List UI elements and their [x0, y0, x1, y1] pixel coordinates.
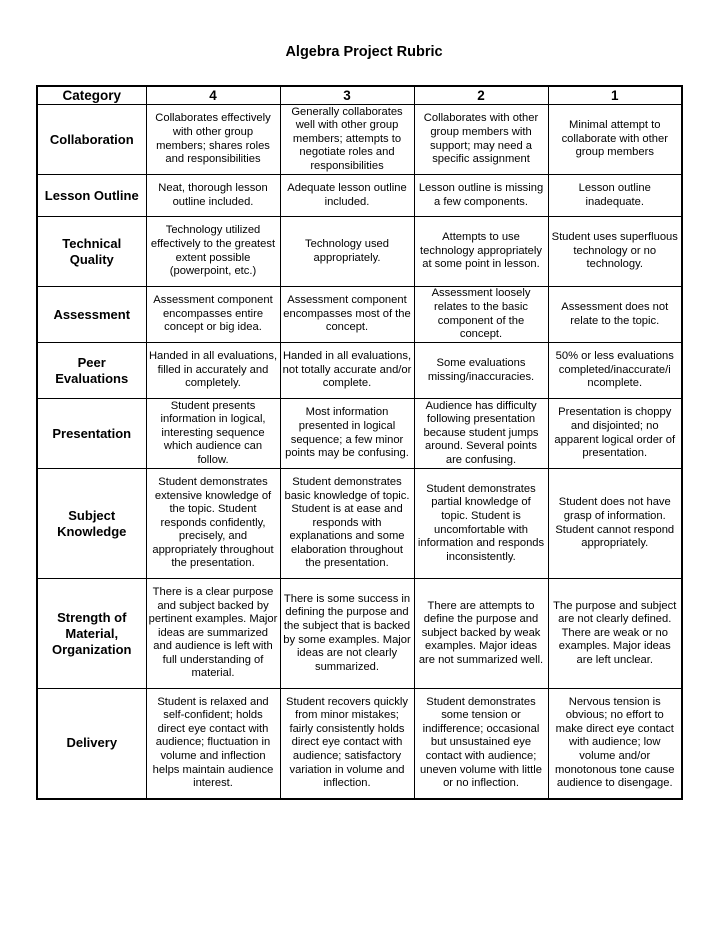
- table-row: [37, 175, 682, 217]
- table-row: [37, 689, 682, 799]
- header-score-4: 4: [146, 86, 280, 105]
- rubric-cell: Lesson outline is missing a few components.: [414, 175, 548, 217]
- rubric-cell: Generally collaborates well with other group members; attempts to negotiate roles and responsibilities: [280, 105, 414, 175]
- rubric-cell: 50% or less evaluations completed/inaccurate/i ncomplete.: [548, 343, 682, 399]
- rubric-cell: Student does not have grasp of information. Student cannot respond appropriately.: [548, 469, 682, 579]
- rubric-cell: Audience has difficulty following presentation because student jumps around. Several points are confusing.: [414, 399, 548, 469]
- rubric-cell: Student uses superfluous technology or no technology.: [548, 217, 682, 287]
- rubric-cell: Most information presented in logical sequence; a few minor points may be confusing.: [280, 399, 414, 469]
- rubric-cell: There is some success in defining the purpose and the subject that is backed by some examples. Major ideas are not clearly summarized.: [280, 579, 414, 689]
- rubric-cell: Nervous tension is obvious; no effort to make direct eye contact with audience; low volume and/or monotonous tone cause audience to disengage.: [548, 689, 682, 799]
- rubric-cell: Neat, thorough lesson outline included.: [146, 175, 280, 217]
- rubric-cell: Student demonstrates extensive knowledge of the topic. Student responds confidently, precisely, and appropriately throughout the presentation.: [146, 469, 280, 579]
- table-row: [37, 217, 682, 287]
- rubric-cell: Presentation is choppy and disjointed; no apparent logical order of presentation.: [548, 399, 682, 469]
- table-row: [37, 399, 682, 469]
- header-score-3: 3: [280, 86, 414, 105]
- rubric-cell: Handed in all evaluations, not totally accurate and/or complete.: [280, 343, 414, 399]
- table-row: [37, 469, 682, 579]
- rubric-cell: Student demonstrates basic knowledge of topic. Student is at ease and responds with explanations and some elaboration throughout the presentation.: [280, 469, 414, 579]
- rubric-cell: Minimal attempt to collaborate with other group members: [548, 105, 682, 175]
- category-cell: Lesson Outline: [37, 175, 146, 217]
- table-row: [37, 343, 682, 399]
- rubric-cell: Collaborates effectively with other group members; shares roles and responsibilities: [146, 105, 280, 175]
- table-row: [37, 287, 682, 343]
- rubric-cell: There is a clear purpose and subject backed by pertinent examples. Major ideas are summarized and audience is left with full understanding of material.: [146, 579, 280, 689]
- rubric-cell: Adequate lesson outline included.: [280, 175, 414, 217]
- table-row: [37, 579, 682, 689]
- rubric-cell: Collaborates with other group members with support; may need a specific assignment: [414, 105, 548, 175]
- rubric-cell: Attempts to use technology appropriately at some point in lesson.: [414, 217, 548, 287]
- rubric-cell: Technology used appropriately.: [280, 217, 414, 287]
- rubric-cell: There are attempts to define the purpose and subject backed by weak examples. Major ideas are not summarized well.: [414, 579, 548, 689]
- category-cell: Delivery: [37, 689, 146, 799]
- rubric-cell: Student is relaxed and self-confident; holds direct eye contact with audience; fluctuation in volume and inflection helps maintain audience interest.: [146, 689, 280, 799]
- rubric-cell: Student presents information in logical, interesting sequence which audience can follow.: [146, 399, 280, 469]
- rubric-cell: Student demonstrates partial knowledge of topic. Student is uncomfortable with information and responds inconsistently.: [414, 469, 548, 579]
- rubric-cell: Student recovers quickly from minor mistakes; fairly consistently holds direct eye contact with audience; satisfactory variation in volume and inflection.: [280, 689, 414, 799]
- rubric-cell: The purpose and subject are not clearly defined. There are weak or no examples. Major ideas are left unclear.: [548, 579, 682, 689]
- table-row: [37, 105, 682, 175]
- header-row: [37, 86, 682, 105]
- rubric-cell: Lesson outline inadequate.: [548, 175, 682, 217]
- rubric-cell: Assessment component encompasses entire concept or big idea.: [146, 287, 280, 343]
- rubric-cell: Some evaluations missing/inaccuracies.: [414, 343, 548, 399]
- rubric-cell: Student demonstrates some tension or indifference; occasional but unsustained eye contact with audience; uneven volume with little or no inflection.: [414, 689, 548, 799]
- page-title: Algebra Project Rubric: [285, 44, 443, 60]
- category-cell: Peer Evaluations: [37, 343, 146, 399]
- category-cell: Technical Quality: [37, 217, 146, 287]
- header-category: Category: [37, 86, 146, 105]
- header-score-2: 2: [414, 86, 548, 105]
- header-score-1: 1: [548, 86, 682, 105]
- rubric-cell: Assessment does not relate to the topic.: [548, 287, 682, 343]
- rubric-table: [36, 85, 683, 800]
- rubric-cell: Handed in all evaluations, filled in accurately and completely.: [146, 343, 280, 399]
- category-cell: Subject Knowledge: [37, 469, 146, 579]
- rubric-cell: Assessment component encompasses most of the concept.: [280, 287, 414, 343]
- category-cell: Strength of Material, Organization: [37, 579, 146, 689]
- category-cell: Collaboration: [37, 105, 146, 175]
- category-cell: Assessment: [37, 287, 146, 343]
- category-cell: Presentation: [37, 399, 146, 469]
- rubric-cell: Assessment loosely relates to the basic component of the concept.: [414, 287, 548, 343]
- rubric-cell: Technology utilized effectively to the greatest extent possible (powerpoint, etc.): [146, 217, 280, 287]
